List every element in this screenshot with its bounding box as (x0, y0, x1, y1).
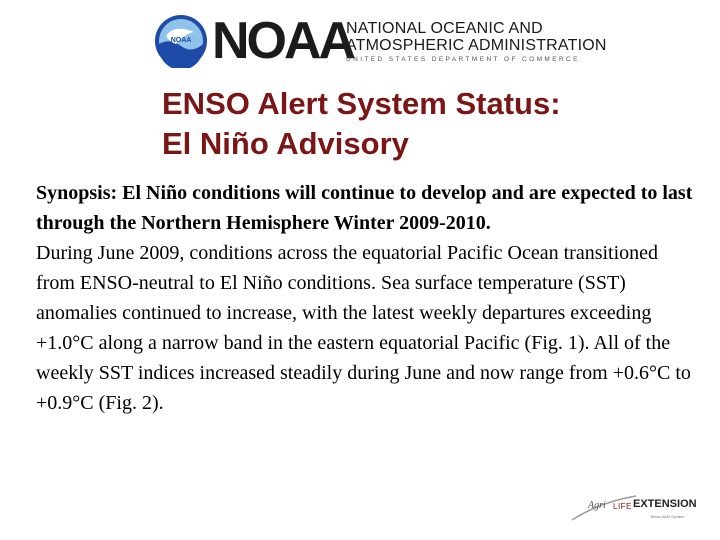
logo-tagline: Texas A&M System (650, 514, 685, 519)
noaa-wordmark: NOAA (212, 12, 354, 70)
seal-text: NOAA (170, 37, 192, 44)
agency-name (346, 20, 607, 63)
noaa-header (150, 10, 620, 72)
logo-agri: Agri (588, 500, 606, 511)
noaa-seal-icon (154, 14, 208, 68)
title-line-1: ENSO Alert System Status: (162, 86, 561, 121)
title-line-2: El Niño Advisory (162, 126, 409, 161)
agency-line-2: ATMOSPHERIC ADMINISTRATION (346, 37, 607, 54)
slide-body (36, 178, 696, 418)
synopsis-text: Synopsis: El Niño conditions will continue to develop and are expected to last through the Northern Hemisphere Winter 2009-2010. (36, 182, 693, 234)
agency-department: UNITED STATES DEPARTMENT OF COMMERCE (346, 56, 580, 63)
slide-title (162, 84, 682, 164)
agrilife-extension-logo (570, 492, 700, 526)
logo-life: LIFE (613, 502, 632, 511)
logo-extension: EXTENSION (633, 498, 697, 510)
body-paragraph: During June 2009, conditions across the equatorial Pacific Ocean transitioned from ENSO-neutral to El Niño conditions. Sea surface temperature (SST) anomalies continued to increase, with the latest weekly departures exceeding +1.0°C along a narrow band in the eastern equatorial Pacific (Fig. 1). All of the weekly SST indices increased steadily during June and now range from +0.6°C to +0.9°C (Fig. 2). (36, 242, 691, 414)
agency-line-1: NATIONAL OCEANIC AND (346, 20, 543, 37)
